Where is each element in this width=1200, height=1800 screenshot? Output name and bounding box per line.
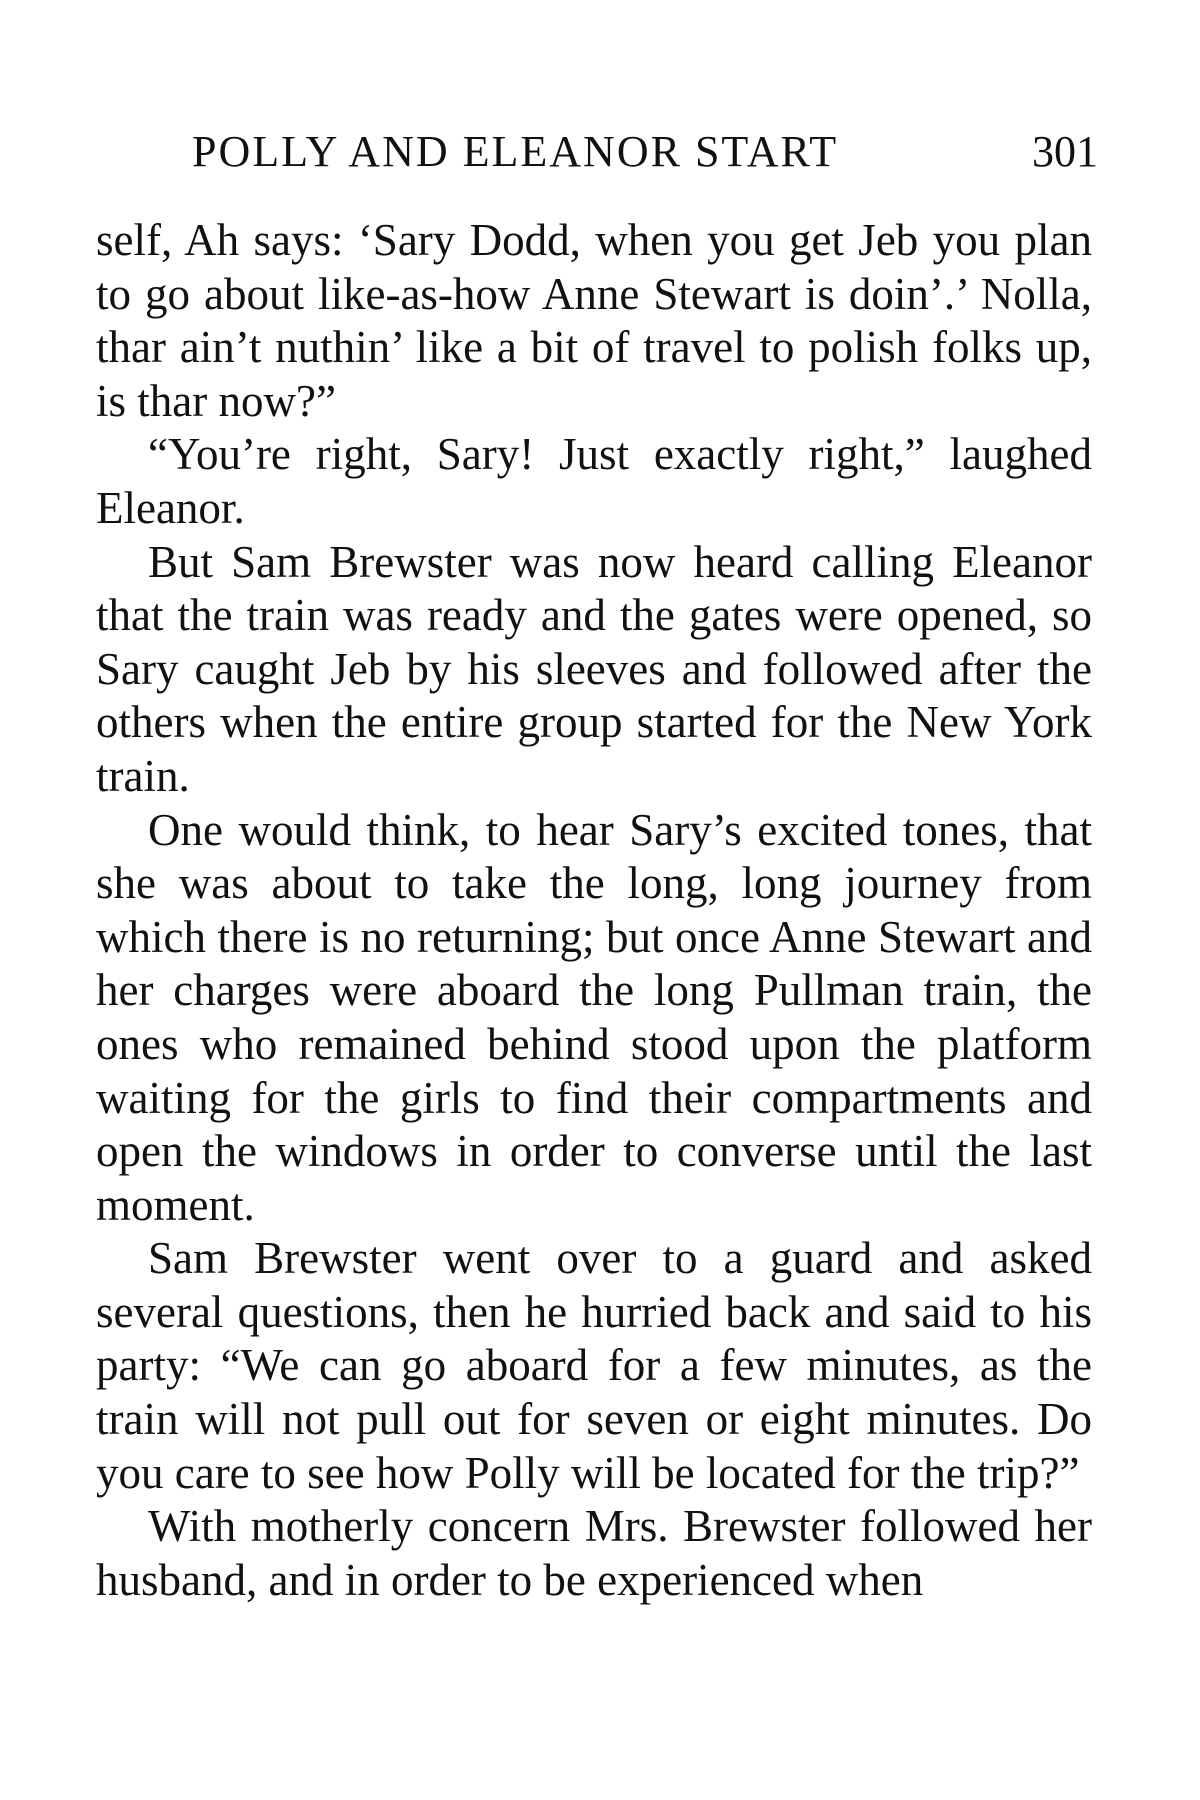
paragraph: But Sam Brewster was now heard calling Eleanor that the train was ready and the gates were opened, so Sary caught Jeb by his sleeves and followed after the others when the entire group started for the New York train. xyxy=(96,536,1092,801)
page-header xyxy=(192,122,1098,182)
running-title: POLLY AND ELEANOR START xyxy=(192,127,839,176)
paragraph: Sam Brewster went over to a guard and asked several questions, then he hurried back and said to his party: “We can go aboard for a few minutes, as the train will not pull out for seven or eight minutes. Do you care to see how Polly will be located for the trip?” xyxy=(96,1233,1092,1498)
paragraph: One would think, to hear Sary’s excited tones, that she was about to take the long, long journey from which there is no returning; but once Anne Stewart and her charges were aboard the long Pullman train, the ones who remained behind stood upon the platform waiting for the girls to find their compartments and open the windows in order to converse until the last moment. xyxy=(96,804,1092,1230)
page-number: 301 xyxy=(1032,127,1098,176)
paragraph: “You’re right, Sary! Just exactly right,” laughed Eleanor. xyxy=(96,429,1092,533)
body-text xyxy=(96,214,1092,1607)
paragraph: With motherly concern Mrs. Brewster followed her husband, and in order to be experienced when xyxy=(96,1501,1092,1605)
paragraph-continuation: self, Ah says: ‘Sary Dodd, when you get Jeb you plan to go about like-as-how Anne Stewart is doin’.’ Nolla, thar ain’t nuthin’ like a bit of travel to polish folks up, is thar now?” xyxy=(96,215,1092,426)
